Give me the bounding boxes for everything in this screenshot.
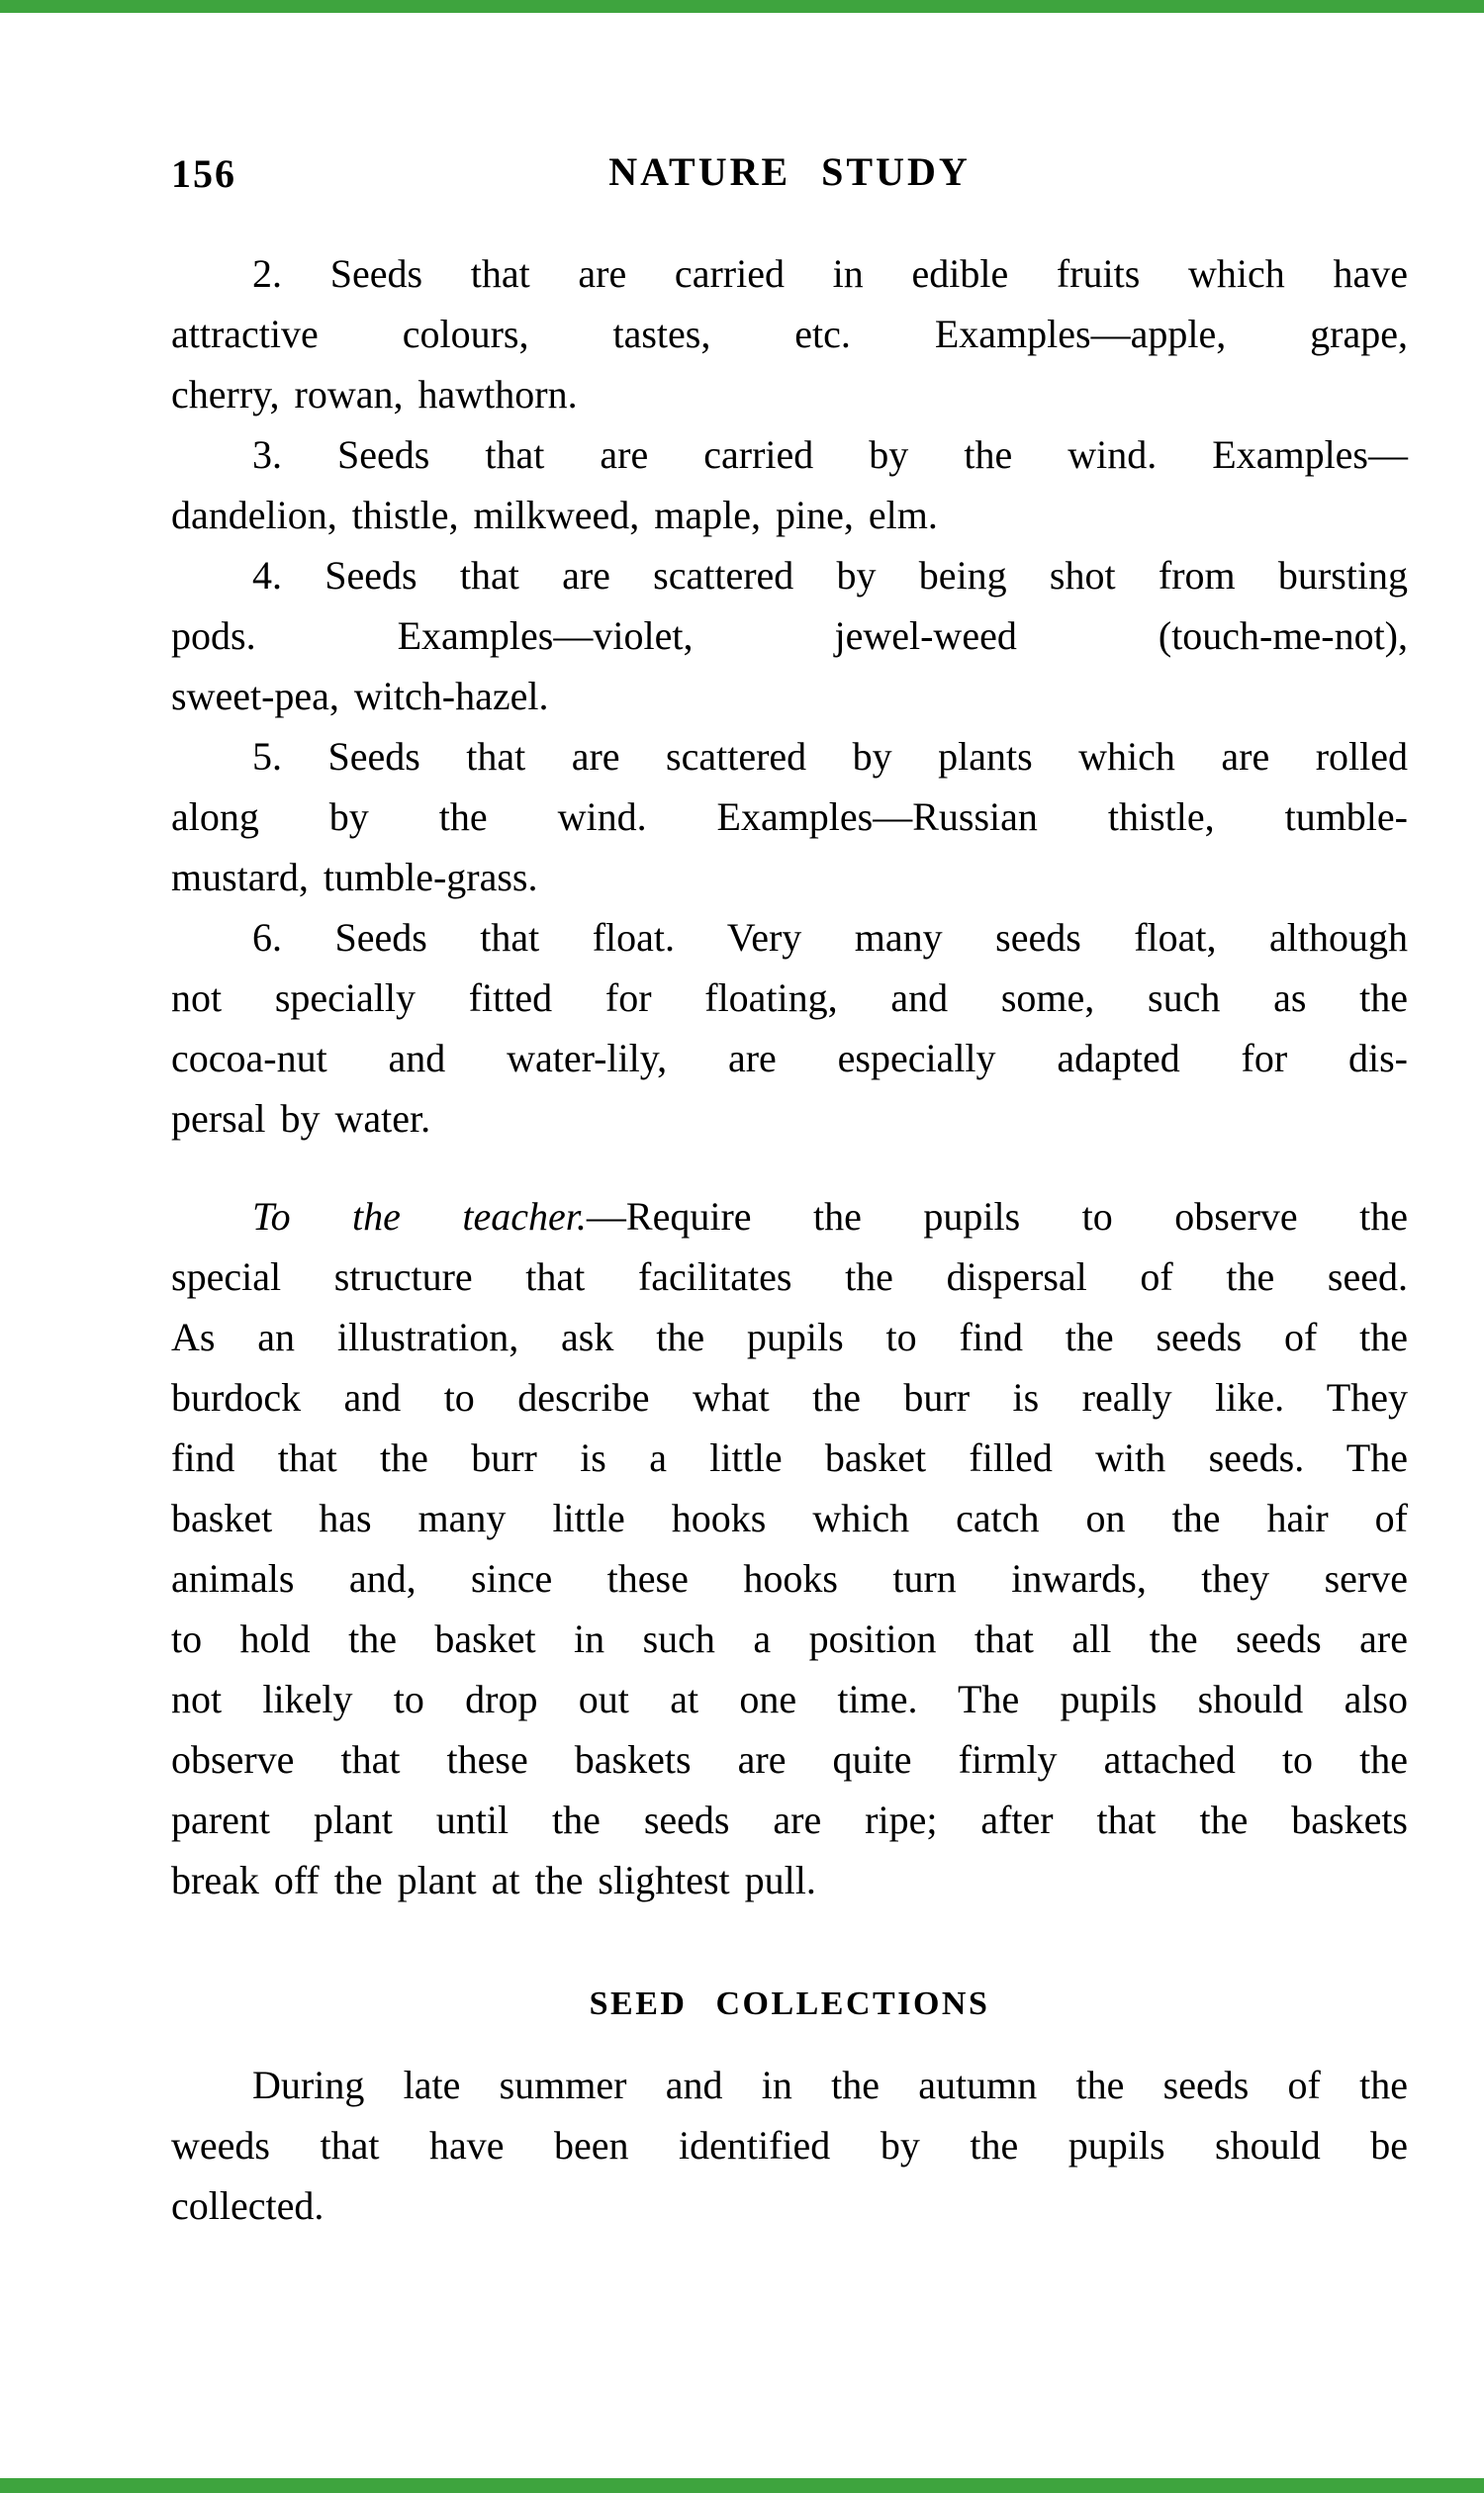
text-line: burdock and to describe what the burr is really like. They (171, 1375, 1408, 1420)
text-line: cocoa-nut and water-lily, are especially adapted for dis- (171, 1036, 1408, 1080)
text-line: pods. Examples—violet, jewel-weed (touch-me-not), (171, 613, 1408, 658)
text-line: As an illustration, ask the pupils to find the seeds of the (171, 1315, 1408, 1359)
text-line: 5. Seeds that are scattered by plants which are rolled (252, 734, 1408, 779)
scan-edge-bottom (0, 2478, 1484, 2493)
text-line: find that the burr is a little basket filled with seeds. The (171, 1435, 1408, 1480)
text-line: basket has many little hooks which catch on the hair of (171, 1496, 1408, 1540)
text-line: to hold the basket in such a position that all the seeds are (171, 1616, 1408, 1661)
text-line: 3. Seeds that are carried by the wind. Examples— (252, 432, 1408, 477)
text-line: along by the wind. Examples—Russian thistle, tumble- (171, 794, 1408, 839)
text-line: sweet-pea, witch-hazel. (171, 674, 549, 718)
text-line: special structure that facilitates the dispersal of the seed. (171, 1254, 1408, 1299)
text-line: parent plant until the seeds are ripe; after that the baskets (171, 1798, 1408, 1842)
text-line: animals and, since these hooks turn inwards, they serve (171, 1556, 1408, 1601)
text-line: During late summer and in the autumn the seeds of the (252, 2063, 1408, 2107)
text-line: mustard, tumble-grass. (171, 855, 538, 899)
seed-collections-intro (171, 2055, 1408, 2236)
italic-lead: To the teacher. (252, 1194, 587, 1239)
scan-edge-top (0, 0, 1484, 13)
seeds-rolled-plants (171, 726, 1408, 907)
seeds-carried-by-wind (171, 424, 1408, 545)
seed-collections-heading: SEED COLLECTIONS (589, 1985, 990, 2022)
text-line: not specially fitted for floating, and some, such as the (171, 975, 1408, 1020)
seeds-edible-fruits (171, 243, 1408, 424)
text-line: attractive colours, tastes, etc. Examples—apple, grape, (171, 312, 1408, 356)
seeds-shot-from-pods (171, 545, 1408, 726)
seeds-that-float (171, 907, 1408, 1149)
text-line: To the teacher.—Require the pupils to observe the (252, 1194, 1408, 1239)
text-line: break off the plant at the slightest pull. (171, 1858, 816, 1902)
to-the-teacher (171, 1186, 1408, 1910)
text-line: not likely to drop out at one time. The pupils should also (171, 1677, 1408, 1721)
text-line: 2. Seeds that are carried in edible fruits which have (252, 251, 1408, 296)
text-line: weeds that have been identified by the pupils should be (171, 2123, 1408, 2168)
text-line: dandelion, thistle, milkweed, maple, pine, elm. (171, 493, 938, 537)
page-number: 156 (171, 151, 236, 196)
page-body (171, 243, 1408, 2236)
text-line: 6. Seeds that float. Very many seeds float, although (252, 915, 1408, 960)
text-line: persal by water. (171, 1096, 431, 1141)
page-header (171, 148, 1408, 200)
text-line: collected. (171, 2183, 325, 2228)
text-line: cherry, rowan, hawthorn. (171, 372, 578, 416)
text-line: 4. Seeds that are scattered by being shot from bursting (252, 553, 1408, 598)
running-head: NATURE STUDY (608, 149, 971, 194)
text-line: observe that these baskets are quite firmly attached to the (171, 1737, 1408, 1782)
